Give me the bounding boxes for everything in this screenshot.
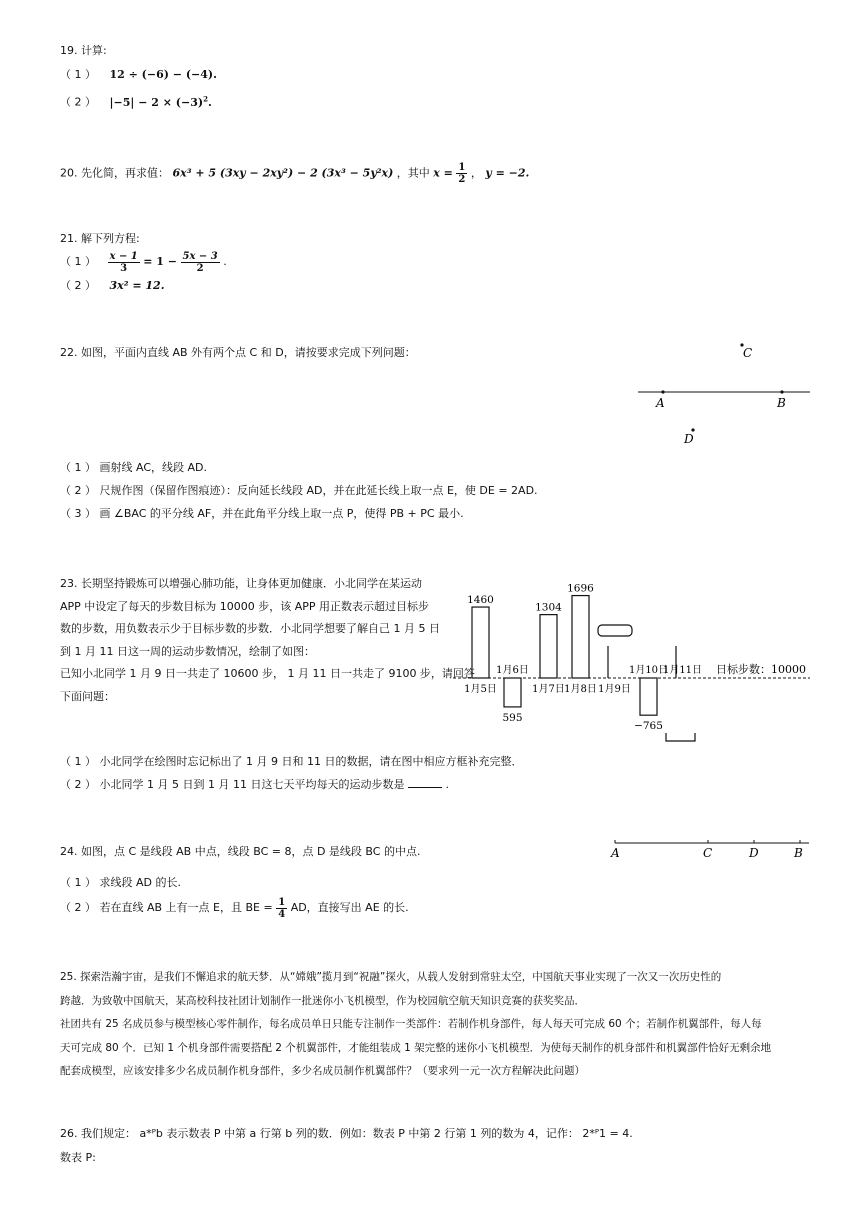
q20-stem [60, 162, 529, 185]
q19-part2-label: （ 2 ） [60, 95, 96, 109]
q23-part2-text: （ 2 ） 小北同学 1 月 5 日到 1 月 11 日这七天平均每天的运动步数是 [60, 778, 405, 791]
q19-title: 19. 计算: [60, 44, 107, 57]
q21-frac1-den: 3 [120, 262, 128, 274]
q21-frac2-num: 5x − 3 [182, 250, 218, 262]
q22-figure [620, 335, 820, 450]
q25-stem [60, 966, 771, 1084]
q23-category-label-6: 1月6日 [496, 665, 529, 676]
q21-part2 [60, 278, 165, 294]
q21-part1-end: . [223, 255, 227, 268]
q23-bars [464, 583, 702, 733]
q20-y-eq: y = −2. [485, 166, 530, 180]
q21-title: 21. 解下列方程: [60, 232, 140, 245]
q20-x-fraction [456, 162, 467, 185]
q23-category-label-8: 1月8日 [564, 684, 597, 695]
q20-expression: 6x³ + 5 (3xy − 2xy²) − 2 (3x³ − 5y²x) [172, 166, 394, 180]
q24-figure [606, 834, 818, 864]
q23-value-label-5: 1460 [467, 594, 494, 607]
q21-part1-mid: = 1 − [143, 255, 178, 268]
q23-line-4: 到 1 月 11 日这一周的运动步数情况，绘制了如图： [60, 644, 315, 658]
q24-label-b: B [794, 846, 803, 860]
q21-frac1 [108, 251, 140, 274]
q19-part2-expr-end: . [207, 95, 212, 109]
q20-prefix: 20. 先化简，再求值： [60, 166, 169, 180]
q23-category-label-10: 1月10日 [628, 665, 669, 676]
q19-part2-exponent: 2 [203, 94, 208, 103]
q24-stem: 24. 如图，点 C 是线段 AB 中点，线段 BC = 8，点 D 是线段 BC 的中点. [60, 845, 421, 858]
q23-answer-box-jan9 [598, 625, 632, 636]
q19-part2-expr [110, 96, 212, 109]
q23-category-label-11: 1月11日 [662, 665, 703, 676]
q26-line-2: 数表 P: [60, 1151, 96, 1164]
q23-answer-blank[interactable] [408, 777, 442, 788]
q20-mid: ，其中 [396, 166, 430, 180]
q25-line-2: 跨越．为致敬中国航天，某高校科技社团计划制作一批迷你小飞机模型，作为校园航空航天知识竞赛的获奖奖品． [60, 994, 585, 1007]
q22-stem: 22. 如图，平面内直线 AB 外有两个点 C 和 D，请按要求完成下列问题： [60, 346, 416, 359]
q23-part2 [60, 777, 449, 793]
q20-x-num: 1 [458, 162, 466, 173]
q21-frac2 [181, 251, 220, 274]
q20-sep: ， [470, 166, 482, 180]
q19-part1-expr: 12 ÷ (−6) − (−4). [109, 68, 217, 81]
q21-part1-label: （ 1 ） [60, 255, 96, 268]
q23-category-label-9: 1月9日 [598, 684, 631, 695]
q23-category-label-7: 1月7日 [532, 684, 565, 695]
q23-line-5: 已知小北同学 1 月 9 日一共走了 10600 步， 1 月 11 日一共走了 9100 步，请回答 [60, 667, 475, 680]
q24-frac-den: 4 [278, 908, 286, 920]
q23-value-label-7: 1304 [535, 601, 562, 614]
q21-part1 [60, 250, 227, 274]
q25-line-5: 配套成模型，应该安排多少名成员制作机身部件，多少名成员制作机翼部件？（要求列一元一次方程解决此问题） [60, 1065, 585, 1077]
q23-value-label-10: −765 [634, 720, 663, 733]
q21-part2-label: （ 2 ） [60, 279, 96, 292]
q23-line-3: 数的步数，用负数表示少于目标步数的步数．小北同学想要了解自己 1 月 5 日 [60, 622, 440, 635]
q23-part1: （ 1 ） 小北同学在绘图时忘记标出了 1 月 9 日和 11 日的数据，请在图中相应方框补充完整． [60, 755, 523, 768]
q23-answer-box-jan11 [666, 733, 695, 741]
q24-label-c: C [703, 846, 713, 860]
q22-label-a: A [656, 396, 665, 410]
q25-line-1: 25. 探索浩瀚宇宙，是我们不懈追求的航天梦．从“嫦娥”揽月到“祝融”探火，从载人发射到常驻太空，中国航天事业实现了一次又一次历史性的 [60, 971, 722, 983]
q23-category-label-5: 1月5日 [464, 684, 497, 695]
q23-bar-6 [504, 678, 521, 707]
q23-bar-8 [572, 596, 589, 678]
q24-part2-text-b: AD，直接写出 AE 的长. [290, 901, 409, 914]
q21-frac2-den: 2 [196, 262, 204, 274]
q23-bar-5 [472, 607, 489, 678]
q23-bar-7 [540, 615, 557, 678]
q19-part2 [60, 91, 212, 111]
q23-line-6: 下面问题： [60, 689, 115, 703]
q23-line-2: APP 中设定了每天的步数目标为 10000 步，该 APP 用正数表示超过目标步 [60, 599, 430, 613]
q21-part2-expr: 3x² = 12. [109, 279, 165, 292]
q20-x-den: 2 [458, 174, 466, 185]
q24-frac-num: 1 [278, 896, 286, 908]
q22-point-b [780, 390, 783, 393]
q19-part1 [60, 67, 217, 83]
q19-part2-expr-main: |−5| − 2 × (−3) [109, 95, 204, 109]
q21-frac1-num: x − 1 [109, 250, 138, 262]
q23-bar-10 [640, 678, 657, 715]
q23-line-1: 23. 长期坚持锻炼可以增强心肺功能，让身体更加健康．小北同学在某运动 [60, 577, 422, 590]
q26-line-1: 26. 我们规定： a*ᴾb 表示数表 P 中第 a 行第 b 列的数．例如：数表 P 中第 2 行第 1 列的数为 4，记作： 2*ᴾ1 = 4. [60, 1127, 633, 1140]
q20-x-eq: x = [433, 166, 453, 180]
q24-label-d: D [749, 846, 759, 860]
q19-part1-label: （ 1 ） [60, 68, 96, 81]
q22-label-b: B [777, 396, 786, 410]
q25-line-3: 社团共有 25 名成员参与模型核心零件制作，每名成员单日只能专注制作一类部件：若制作机身部件，每人每天可完成 60 个；若制作机翼部件，每人每 [60, 1018, 762, 1030]
q24-fraction [276, 897, 287, 920]
q25-line-4: 天可完成 80 个．已知 1 个机身部件需要搭配 2 个机翼部件，才能组装成 1 架完整的迷你小飞机模型．为使每天制作的机身部件和机翼部件恰好无剩余地 [60, 1041, 772, 1054]
q23-step-chart [450, 566, 815, 748]
q23-value-label-6: 595 [502, 711, 523, 724]
q24-part2-text-a: （ 2 ） 若在直线 AB 上有一点 E，且 BE = [60, 901, 273, 914]
q22-label-d: D [684, 432, 694, 446]
q22-label-c: C [743, 346, 753, 360]
q24-label-a: A [611, 846, 620, 860]
q23-value-label-8: 1696 [567, 582, 594, 595]
q23-stem [60, 573, 475, 708]
q23-baseline-label: 日标步数：10000 [716, 663, 806, 676]
q22-part3: （ 3 ） 画 ∠BAC 的平分线 AF，并在此角平分线上取一点 P，使得 PB + PC 最小. [60, 507, 464, 520]
q22-point-a [661, 390, 664, 393]
q23-part2-end: . [445, 778, 449, 791]
q24-part2 [60, 896, 409, 920]
q22-part1: （ 1 ） 画射线 AC，线段 AD. [60, 461, 207, 474]
q22-part2: （ 2 ） 尺规作图（保留作图痕迹）：反向延长线段 AD，并在此延长线上取一点 E，使 DE = 2AD. [60, 484, 538, 497]
q24-part1: （ 1 ） 求线段 AD 的长. [60, 876, 181, 889]
